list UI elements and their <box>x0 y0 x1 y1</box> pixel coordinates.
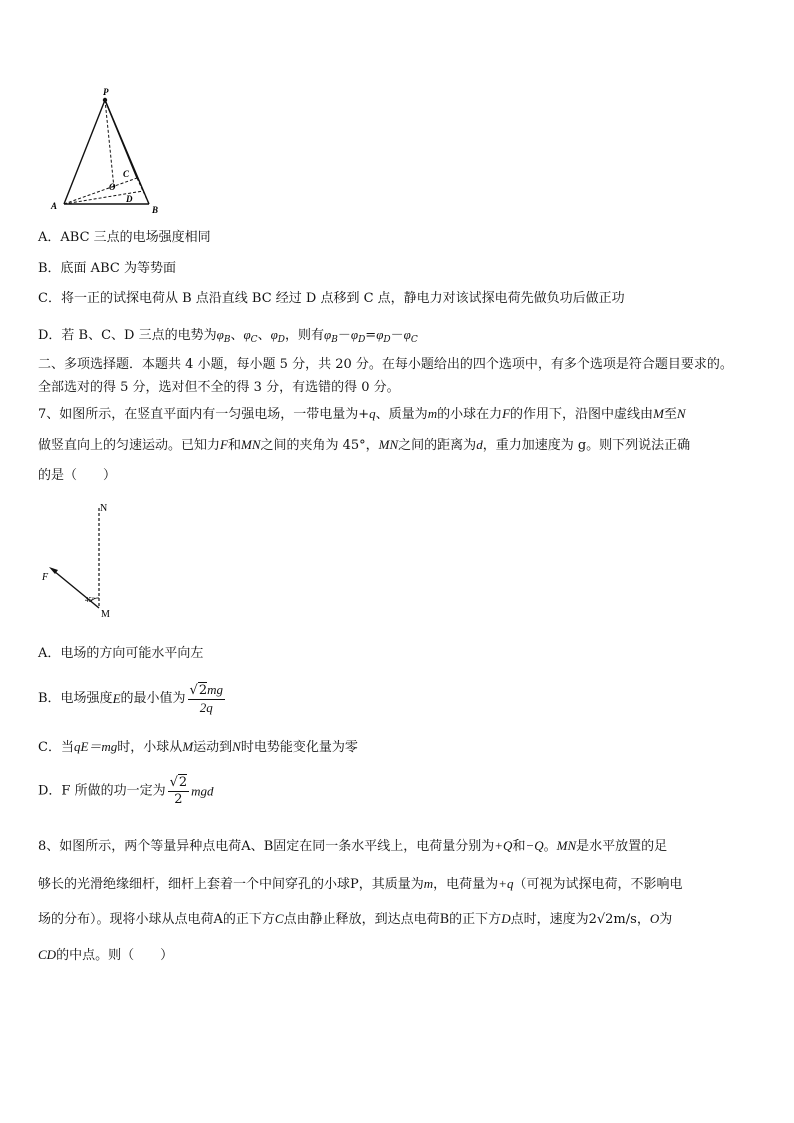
q6-option-a: A．ABC 三点的电场强度相同 <box>38 230 211 245</box>
section2-line1: 二、多项选择题．本题共 4 小题，每小题 5 分，共 20 分。在每小题给出的四个选项中，有多个选项是符合题目要求的。 <box>38 357 733 372</box>
q8-stem-line4: CD的中点。则（ ） <box>38 947 174 963</box>
q6-option-d: D．若 B、C、D 三点的电势为$\varphi_B$、$\varphi_C$、$\varphi_D$，则有$\varphi_B-\varphi_D=\varphi_D-\varphi_C$ <box>38 327 418 345</box>
q6-option-c: C．将一正的试探电荷从 B 点沿直线 BC 经过 D 点移到 C 点，静电力对该试探电荷先做负功后做正功 <box>38 291 625 306</box>
label-c: C <box>123 169 130 179</box>
fraction-work: $\frac{√2}{2}$ <box>169 775 188 807</box>
q8-stem-line3: 场的分布）。现将小球从点电荷A的正下方C点由静止释放，到达点电荷B的正下方D点时，速度为2√2m/s，O为 <box>38 911 673 927</box>
section2-line2: 全部选对的得 5 分，选对但不全的得 3 分，有选错的得 0 分。 <box>38 380 400 395</box>
q7-option-b: B．电场强度E的最小值为 $\frac{√2mg}{2q}$ <box>38 682 223 715</box>
label-m: M <box>101 609 110 620</box>
q8-stem-line2: 够长的光滑绝缘细杆，细杆上套着一个中间穿孔的小球P，其质量为m，电荷量为+q（可视为试探电荷，不影响电 <box>38 876 683 892</box>
label-n: N <box>100 503 108 514</box>
q7-stem-line3: 的是（ ） <box>38 468 117 483</box>
label-a: A <box>51 201 58 211</box>
q8-stem-line1: 8、如图所示，两个等量异种点电荷A、B固定在同一条水平线上，电荷量分别为+Q和−Q。MN是水平放置的足 <box>38 838 668 854</box>
force-diagram <box>36 498 126 623</box>
label-b: B <box>152 205 159 215</box>
fraction-e-min: $\frac{√2mg}{2q}$ <box>189 682 223 715</box>
angle-label: 45° <box>85 596 95 604</box>
pyramid-figure <box>48 84 168 219</box>
label-f: F <box>42 572 49 583</box>
q7-stem-line2: 做竖直向上的匀速运动。已知力F和MN之间的夹角为 45°，MN之间的距离为d，重力加速度为 g。则下列说法正确 <box>38 437 691 453</box>
q7-stem-line1: 7、如图所示，在竖直平面内有一匀强电场，一带电量为+q、质量为m的小球在力F的作用下，沿图中虚线由M至N <box>38 406 686 422</box>
q7-option-a: A．电场的方向可能水平向左 <box>38 646 204 661</box>
label-o: O <box>109 182 116 192</box>
q7-option-c: C．当qE＝mg时，小球从M运动到N时电势能变化量为零 <box>38 739 358 755</box>
label-p: P <box>103 87 109 97</box>
label-d: D <box>126 194 133 204</box>
q6-option-b: B．底面 ABC 为等势面 <box>38 261 176 276</box>
q7-option-d: D．F 所做的功一定为 $\frac{√2}{2}$ mgd <box>38 775 214 807</box>
